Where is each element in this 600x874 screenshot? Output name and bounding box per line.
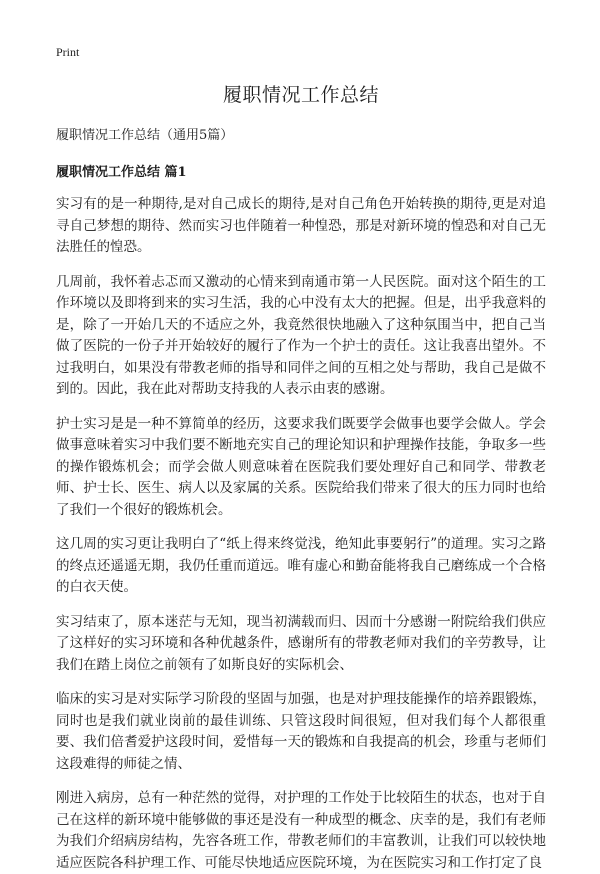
paragraph-1: 实习有的是一种期待,是对自己成长的期待,是对自己角色开始转换的期待,更是对追寻自己梦想的期待、然而实习也伴随着一种惶恐，那是对新环境的惶恐和对自己无法胜任的惶恐。 (56, 196, 546, 255)
paragraph-5: 实习结束了，原本迷茫与无知，现当初满载而归、因而十分感谢一附院给我们供应了这样好的实习环境和各种优越条件，感谢所有的带教老师对我们的辛劳教导，让我们在踏上岗位之前领有了如斯良好的实际机会、 (56, 613, 546, 673)
document-subtitle: 履职情况工作总结（通用5篇） (56, 128, 234, 143)
paragraph-2: 几周前，我怀着忐忑而又激动的心情来到南通市第一人民医院。面对这个陌生的工作环境以及即将到来的实习生活，我的心中没有太大的把握。但是，出乎我意料的是，除了一开始几天的不适应之外，我竟然很快地融入了这种氛围当中，把自己当做了医院的一份子并开始较好的履行了作为一个护士的责任。这让我喜出望外。不过我明白，如果没有带教老师的指导和同伴之间的互相之处与帮助，我自己是做不到的。因此，我在此对帮助支持我的人表示由衷的感谢。 (56, 273, 546, 397)
print-link[interactable]: Print (56, 45, 80, 59)
paragraph-3: 护士实习是是一种不算简单的经历，这要求我们既要学会做事也要学会做人。学会做事意味着实习中我们要不断地充实自己的理论知识和护理操作技能，争取多一些的操作锻炼机会；而学会做人则意味着在医院我们要处理好自己和同学、带教老师、护士长、医生、病人以及家属的关系。医院给我们带来了很大的压力同时也给了我们一个很好的锻炼机会。 (56, 415, 546, 518)
paragraph-6: 临床的实习是对实际学习阶段的坚固与加强，也是对护理技能操作的培养跟锻炼，同时也是我们就业岗前的最佳训练、只管这段时间很短，但对我们每个人都很重要、我们倍耆爱护这段时间，爱惜每一天的锻炼和自我提高的机会，珍重与老师们这段难得的师徒之情、 (56, 691, 546, 772)
page-title: 履职情况工作总结 (222, 84, 379, 106)
section-heading: 履职情况工作总结 篇1 (56, 165, 187, 180)
paragraph-7: 刚进入病房，总有一种茫然的觉得，对护理的工作处于比较陌生的状态，也对于自己在这样的新环境中能够做的事还是没有一种成型的概念、庆幸的是，我们有老师为我们介绍病房结构，先容各班工作，带教老师们的丰富教训，让我们可以较快地适应医院各科护理工作、可能尽快地适应医院环境，为在医院实习和工作打定了良 (56, 790, 546, 871)
paragraph-4: 这几周的实习更让我明白了“纸上得来终觉浅，绝知此事要躬行”的道理。实习之路的终点还遥遥无期，我仍任重而道远。唯有虚心和勤奋能将我自己磨练成一个合格的白衣天使。 (56, 536, 546, 595)
